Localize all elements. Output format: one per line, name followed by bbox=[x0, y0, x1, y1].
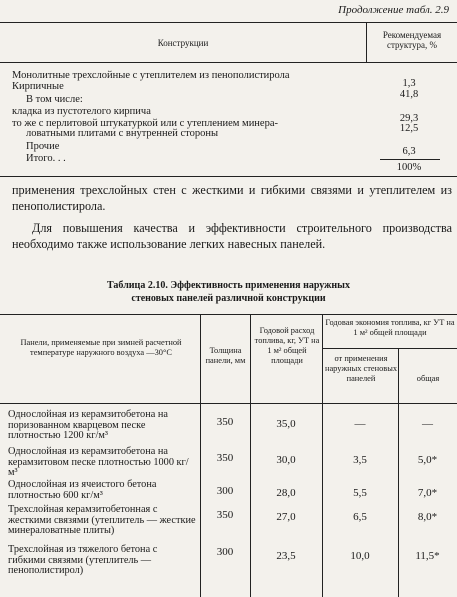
table2-row-thickness: 350 bbox=[216, 452, 234, 464]
table2-row-total: 8,0* bbox=[417, 511, 438, 523]
table2-header-rule bbox=[0, 403, 457, 404]
table2-row-name: Трехслойная из тяжелого бетона с гибкими связями (утеплитель — пенополистирол) bbox=[8, 544, 158, 576]
table2-row-consumption: 27,0 bbox=[276, 511, 296, 523]
table1-row-value: 12,5 bbox=[399, 123, 419, 134]
paragraph: Для повышения качества и эффективности строительного производства необходимо также использование легких навесных панелей. bbox=[12, 221, 452, 251]
table2-row-economy: 5,5 bbox=[353, 487, 367, 499]
table1-row-label: ловатными плитами с внутренней стороны bbox=[26, 128, 219, 139]
table1-header-rule bbox=[0, 62, 457, 63]
table2-row-name: Трехслойная керамзитобетонная с жесткими связями (утеплитель — жесткие минераловатные плиты) bbox=[8, 504, 196, 536]
table2-header-vs-panels: от применения наружных стеновых панелей bbox=[324, 354, 398, 383]
table1-bottom-rule bbox=[0, 176, 457, 177]
table2-row-total: — bbox=[422, 418, 433, 430]
table2-row-total: 11,5* bbox=[415, 550, 440, 562]
table1-sum-rule bbox=[380, 159, 440, 160]
table2-row-consumption: 28,0 bbox=[276, 487, 296, 499]
table1-total-label: Итого. . . bbox=[26, 153, 66, 164]
table1-row-label: Монолитные трехслойные с утеплителем из пенополистирола bbox=[12, 70, 290, 81]
table2-header-consumption: Годовой расход топлива, кг, УТ на 1 м² общей площади bbox=[254, 326, 320, 365]
table2-row-economy: 6,5 bbox=[353, 511, 367, 523]
table1-top-rule bbox=[0, 22, 457, 23]
table2-row-thickness: 300 bbox=[216, 546, 234, 558]
table1-row-label: Кирпичные bbox=[12, 81, 64, 92]
table2-row-thickness: 300 bbox=[216, 485, 234, 497]
table2-header-economy: Годовая экономия топлива, кг УТ на 1 м² общей площади bbox=[325, 318, 455, 337]
table1-row-label: Прочие bbox=[26, 141, 60, 152]
table1-row-value: 29,3 bbox=[399, 113, 419, 124]
table1-header-construction: Конструкции bbox=[157, 38, 209, 48]
table1-row-label: то же с перлитовой штукатуркой или с утеплением минера- bbox=[12, 118, 278, 129]
table2-row-name: Однослойная из керамзитобетона на поризованном кварцевом песке плотностью 1200 кг/м³ bbox=[8, 409, 168, 441]
table2-row-economy: — bbox=[354, 418, 366, 430]
table2-row-name: Однослойная из керамзитобетона на керамзитовом песке плотностью 1000 кг/м³ bbox=[8, 446, 189, 478]
table2-subtitle: стеновых панелей различной конструкции bbox=[131, 293, 326, 304]
table1-row-value: 1,3 bbox=[402, 78, 416, 89]
table2-title: Таблица 2.10. Эффективность применения наружных bbox=[107, 280, 350, 291]
table2-row-name: Однослойная из ячеистого бетона плотностью 600 кг/м³ bbox=[8, 479, 157, 501]
table1-header-structure: Рекомендуемая структура, % bbox=[382, 30, 442, 50]
table2-header-panel: Панели, применяемые при зимней расчетной температуре наружного воздуха —30°С bbox=[20, 338, 182, 357]
paragraph: применения трехслойных стен с жесткими и гибкими связями и утеплителем из пенополистирола. bbox=[12, 183, 452, 213]
table2-subheader-rule bbox=[322, 348, 457, 349]
table1-row-label: В том числе: bbox=[26, 94, 83, 105]
table2-header-total: общая bbox=[416, 374, 440, 383]
table2-row-economy: 10,0 bbox=[350, 550, 370, 562]
table2-row-consumption: 30,0 bbox=[276, 454, 296, 466]
table2-row-economy: 3,5 bbox=[353, 454, 367, 466]
table1-col-divider bbox=[366, 22, 367, 62]
table2-top-rule bbox=[0, 314, 457, 315]
table1-row-label: кладка из пустотелого кирпича bbox=[12, 106, 151, 117]
table2-row-total: 7,0* bbox=[417, 487, 438, 499]
table2-row-total: 5,0* bbox=[417, 454, 438, 466]
table1-total-value: 100% bbox=[396, 162, 422, 173]
continuation-label: Продолжение табл. 2.9 bbox=[338, 4, 449, 16]
table2-header-thickness: Толщина панели, мм bbox=[205, 346, 246, 365]
table1-row-value: 41,8 bbox=[399, 89, 419, 100]
table2-row-thickness: 350 bbox=[216, 509, 234, 521]
table2-row-consumption: 35,0 bbox=[276, 418, 296, 430]
table2-row-consumption: 23,5 bbox=[276, 550, 296, 562]
table1-row-value: 6,3 bbox=[402, 146, 416, 157]
table2-row-thickness: 350 bbox=[216, 416, 234, 428]
